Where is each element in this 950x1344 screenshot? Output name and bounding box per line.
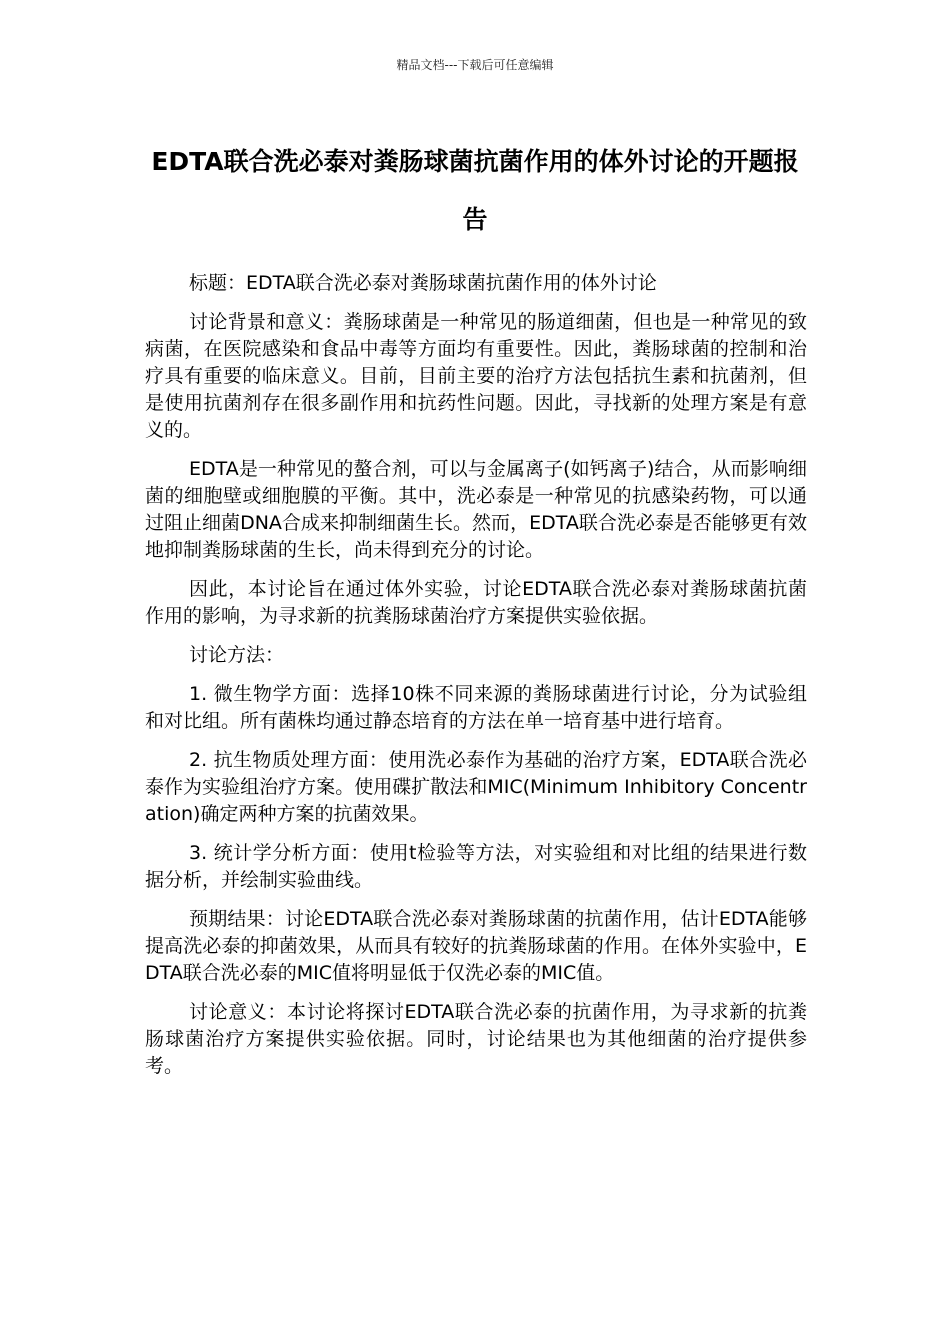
paragraph-significance: 讨论意义：本讨论将探讨EDTA联合洗必泰的抗菌作用，为寻求新的抗粪肠球菌治疗方案提供实验依据。同时，讨论结果也为其他细菌的治疗提供参考。 [145,1001,807,1077]
paragraph-expected-results: 预期结果：讨论EDTA联合洗必泰对粪肠球菌的抗菌作用，估计EDTA能够提高洗必泰的抑菌效果，从而具有较好的抗粪肠球菌的作用。在体外实验中，EDTA联合洗必泰的MIC值将明显低于仅洗必泰的MIC值。 [145,908,807,984]
paragraph-purpose: 因此，本讨论旨在通过体外实验，讨论EDTA联合洗必泰对粪肠球菌抗菌作用的影响，为寻求新的抗粪肠球菌治疗方案提供实验依据。 [145,578,807,627]
paragraph-method-1: 1. 微生物学方面：选择10株不同来源的粪肠球菌进行讨论，分为试验组和对比组。所有菌株均通过静态培育的方法在单一培育基中进行培育。 [145,683,807,732]
document-body [145,270,807,1092]
header-note: 精品文档---下载后可任意编辑 [396,58,554,72]
paragraph-edta: EDTA是一种常见的螯合剂，可以与金属离子(如钙离子)结合，从而影响细菌的细胞壁或细胞膜的平衡。其中，洗必泰是一种常见的抗感染药物，可以通过阻止细菌DNA合成来抑制细菌生长。然而，EDTA联合洗必泰是否能够更有效地抑制粪肠球菌的生长，尚未得到充分的讨论。 [145,458,807,561]
paragraph-methods-heading: 讨论方法： [189,644,285,666]
paragraph-topic: 标题：EDTA联合洗必泰对粪肠球菌抗菌作用的体外讨论 [189,272,657,294]
paragraph-method-3: 3. 统计学分析方面：使用t检验等方法，对实验组和对比组的结果进行数据分析，并绘制实验曲线。 [145,842,807,891]
paragraph-method-2: 2. 抗生物质处理方面：使用洗必泰作为基础的治疗方案，EDTA联合洗必泰作为实验组治疗方案。使用碟扩散法和MIC(Minimum Inhibitory Concentration)确定两种方案的抗菌效果。 [145,749,807,825]
document-title: EDTA联合洗必泰对粪肠球菌抗菌作用的体外讨论的开题报告 [151,147,799,234]
paragraph-background: 讨论背景和意义：粪肠球菌是一种常见的肠道细菌，但也是一种常见的致病菌，在医院感染和食品中毒等方面均有重要性。因此，粪肠球菌的控制和治疗具有重要的临床意义。目前，目前主要的治疗方法包括抗生素和抗菌剂，但是使用抗菌剂存在很多副作用和抗药性问题。因此，寻找新的处理方案是有意义的。 [145,311,807,441]
